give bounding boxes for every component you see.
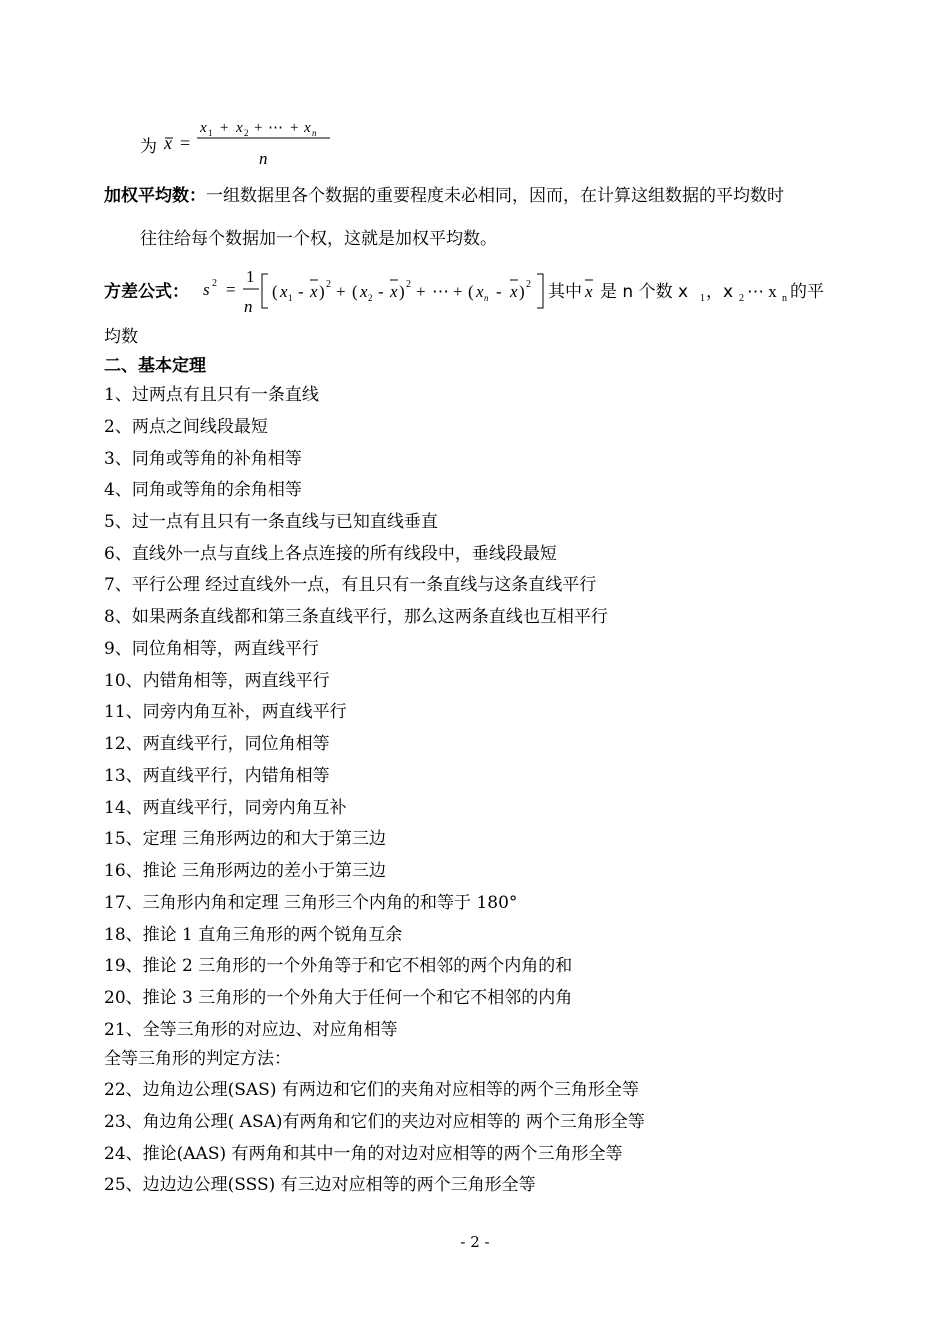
svg-text:+: + [453, 282, 463, 301]
svg-text:2: 2 [326, 279, 331, 290]
num-x2: x [236, 120, 243, 136]
svg-text:): ) [399, 282, 405, 301]
svg-text:x: x [280, 282, 288, 301]
list-item: 6、直线外一点与直线上各点连接的所有线段中，垂线段最短 [104, 544, 557, 564]
list-item: 16、推论 三角形两边的差小于第三边 [104, 861, 387, 881]
svg-text:-: - [298, 282, 304, 301]
list-item: 25、边边边公理(SSS) 有三边对应相等的两个三角形全等 [104, 1175, 536, 1195]
svg-text:1: 1 [288, 293, 293, 303]
weighted-text-1: 一组数据里各个数据的重要程度未必相同，因而，在计算这组数据的平均数时 [206, 186, 784, 206]
variance-sep: ，x [706, 282, 734, 302]
svg-text:): ) [319, 282, 325, 301]
variance-lhs: s [203, 280, 210, 299]
mean-lhs: x [164, 133, 172, 153]
mean-denominator: n [259, 149, 268, 168]
list-item: 15、定理 三角形两边的和大于第三边 [104, 829, 387, 849]
list-item: 8、如果两条直线都和第三条直线平行，那么这两条直线也互相平行 [104, 607, 608, 627]
svg-text:⋯: ⋯ [432, 282, 449, 301]
svg-text:2: 2 [368, 293, 373, 303]
svg-text:n: n [484, 293, 489, 303]
variance-sub1: 1 [700, 293, 705, 304]
list-item: 14、两直线平行，同旁内角互补 [104, 798, 347, 818]
svg-text:+: + [416, 282, 426, 301]
svg-text:x: x [476, 282, 484, 301]
variance-lhs-exp: 2 [212, 278, 217, 289]
list-item: 12、两直线平行，同位角相等 [104, 734, 330, 754]
svg-text:x: x [360, 282, 368, 301]
mean-formula-math [140, 118, 400, 174]
list-item: 10、内错角相等，两直线平行 [104, 671, 330, 691]
variance-sub2: 2 [739, 293, 744, 304]
variance-tail-text2: 是 n 个数 x [600, 282, 689, 302]
svg-text:=: = [180, 133, 191, 153]
num-x1: x [200, 120, 207, 136]
section-title: 二、基本定理 [104, 356, 206, 376]
svg-text:x: x [585, 282, 593, 301]
svg-text:(: ( [352, 282, 358, 301]
list-item: 4、同角或等角的余角相等 [104, 480, 302, 500]
svg-text:+: + [220, 120, 229, 136]
svg-text:-: - [496, 282, 502, 301]
congruence-heading: 全等三角形的判定方法： [104, 1049, 291, 1069]
list-item: 5、过一点有且只有一条直线与已知直线垂直 [104, 512, 438, 532]
variance-formula [104, 262, 864, 322]
list-item: 11、同旁内角互补，两直线平行 [104, 702, 347, 722]
svg-text:x: x [390, 282, 398, 301]
mean-formula [140, 118, 400, 174]
list-item: 1、过两点有且只有一条直线 [104, 385, 319, 405]
svg-text:x: x [510, 282, 518, 301]
variance-dots: ⋯ x [747, 282, 777, 301]
mean-prefix: 为 [140, 137, 157, 157]
list-item: 23、角边角公理( ASA)有两角和它们的夹边对应相等的 两个三角形全等 [104, 1112, 645, 1132]
svg-text:+: + [336, 282, 346, 301]
weighted-line-1 [104, 184, 784, 208]
list-item: 3、同角或等角的补角相等 [104, 449, 302, 469]
svg-text:+: + [254, 120, 263, 136]
variance-tail-text: 其中 [548, 282, 582, 302]
num-sub2: 2 [244, 128, 249, 138]
variance-formula-math [104, 262, 864, 322]
svg-text:+: + [290, 120, 299, 136]
svg-text:x: x [310, 282, 318, 301]
num-sub1: 1 [208, 128, 213, 138]
svg-text:(: ( [468, 282, 474, 301]
variance-line-2: 均数 [104, 327, 138, 347]
svg-text:2: 2 [526, 279, 531, 290]
list-item: 22、边角边公理(SAS) 有两边和它们的夹角对应相等的两个三角形全等 [104, 1080, 639, 1100]
list-item: 19、推论 2 三角形的一个外角等于和它不相邻的两个内角的和 [104, 956, 573, 976]
list-item: 13、两直线平行，内错角相等 [104, 766, 330, 786]
svg-text:(: ( [272, 282, 278, 301]
svg-text:=: = [226, 280, 236, 299]
list-item: 17、三角形内角和定理 三角形三个内角的和等于 180° [104, 893, 518, 913]
list-item: 21、全等三角形的对应边、对应角相等 [104, 1020, 398, 1040]
list-item: 7、平行公理 经过直线外一点，有且只有一条直线与这条直线平行 [104, 575, 597, 595]
variance-frac-num: 1 [246, 267, 255, 286]
weighted-line-2: 往往给每个数据加一个权，这就是加权平均数。 [140, 229, 497, 249]
list-item: 18、推论 1 直角三角形的两个锐角互余 [104, 925, 403, 945]
num-ellipsis: ⋯ [268, 120, 283, 136]
svg-text:): ) [519, 282, 525, 301]
svg-text:-: - [378, 282, 384, 301]
list-item: 24、推论(AAS) 有两角和其中一角的对边对应相等的两个三角形全等 [104, 1144, 623, 1164]
variance-tail-end: 的平 [790, 282, 824, 302]
page-number: - 2 - [460, 1233, 490, 1251]
variance-subn: n [782, 293, 787, 304]
variance-frac-den: n [244, 297, 253, 316]
svg-text:2: 2 [406, 279, 411, 290]
weighted-term: 加权平均数： [104, 186, 206, 206]
num-subn: n [312, 128, 317, 138]
list-item: 20、推论 3 三角形的一个外角大于任何一个和它不相邻的内角 [104, 988, 573, 1008]
num-xn: x [304, 120, 311, 136]
list-item: 9、同位角相等，两直线平行 [104, 639, 319, 659]
variance-term: 方差公式： [104, 282, 189, 302]
list-item: 2、两点之间线段最短 [104, 417, 268, 437]
